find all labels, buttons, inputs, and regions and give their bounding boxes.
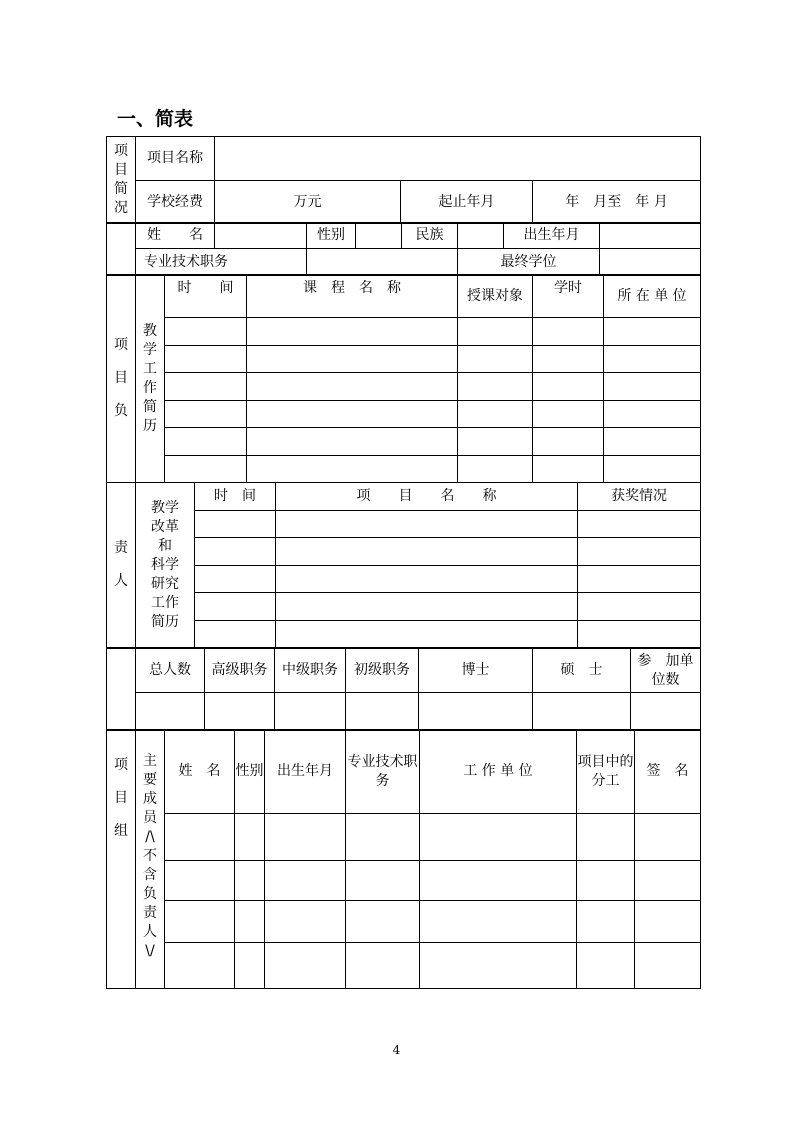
members-col-unit: 工 作 单 位	[420, 730, 577, 814]
teach-cell[interactable]	[533, 456, 604, 483]
ethnic-label: 民族	[402, 223, 458, 249]
teaching-history-section	[106, 274, 700, 483]
teach-cell[interactable]	[165, 373, 247, 401]
research-cell[interactable]	[578, 621, 701, 648]
research-cell[interactable]	[195, 538, 276, 566]
teach-cell[interactable]	[604, 428, 701, 456]
project-name-field[interactable]	[215, 137, 701, 181]
stats-col-total: 总人数	[136, 649, 205, 693]
leader-side-label-cont: 责 人	[107, 483, 136, 648]
teach-col-audience: 授课对象	[458, 275, 533, 318]
member-cell[interactable]	[346, 943, 420, 989]
member-cell[interactable]	[635, 943, 701, 989]
member-cell[interactable]	[420, 814, 577, 861]
research-cell[interactable]	[195, 511, 276, 538]
member-cell[interactable]	[165, 861, 235, 901]
member-cell[interactable]	[420, 861, 577, 901]
member-cell[interactable]	[577, 861, 635, 901]
research-history-section	[106, 482, 700, 648]
members-col-name: 姓 名	[165, 730, 235, 814]
research-cell[interactable]	[276, 621, 578, 648]
teach-cell[interactable]	[533, 346, 604, 373]
birth-label: 出生年月	[504, 223, 600, 249]
members-col-birth: 出生年月	[265, 730, 346, 814]
stats-cell[interactable]	[533, 693, 631, 731]
degree-label: 最终学位	[458, 249, 600, 276]
research-cell[interactable]	[276, 593, 578, 621]
teach-cell[interactable]	[165, 318, 247, 346]
member-cell[interactable]	[265, 861, 346, 901]
research-cell[interactable]	[276, 566, 578, 593]
member-cell[interactable]	[346, 861, 420, 901]
member-cell[interactable]	[577, 901, 635, 943]
teach-cell[interactable]	[458, 373, 533, 401]
members-col-signature: 签 名	[635, 730, 701, 814]
members-col-gender: 性别	[235, 730, 265, 814]
member-cell[interactable]	[165, 943, 235, 989]
gender-label: 性别	[307, 223, 356, 249]
member-cell[interactable]	[346, 901, 420, 943]
research-cell[interactable]	[578, 566, 701, 593]
teach-cell[interactable]	[247, 318, 458, 346]
stats-col-middle: 中级职务	[275, 649, 346, 693]
project-name-label: 项目名称	[136, 137, 215, 181]
member-cell[interactable]	[346, 814, 420, 861]
stats-col-units: 参 加单位数	[631, 649, 701, 693]
funding-unit: 万元	[293, 193, 322, 210]
teach-cell[interactable]	[165, 346, 247, 373]
period-label: 起止年月	[401, 181, 533, 224]
teach-cell[interactable]	[165, 401, 247, 428]
teaching-side-label: 教 学 工 作 简 历	[136, 275, 165, 483]
members-col-title: 专业技术职务	[346, 730, 420, 814]
funding-label: 学校经费	[136, 181, 215, 224]
research-cell[interactable]	[578, 538, 701, 566]
teach-cell[interactable]	[247, 373, 458, 401]
stats-cell[interactable]	[136, 693, 205, 731]
member-cell[interactable]	[235, 814, 265, 861]
period-value: 年 月至 年 月	[565, 193, 668, 210]
member-cell[interactable]	[265, 814, 346, 861]
members-col-role: 项目中的分工	[577, 730, 635, 814]
teach-cell[interactable]	[533, 428, 604, 456]
member-cell[interactable]	[635, 861, 701, 901]
research-cell[interactable]	[276, 511, 578, 538]
period-field[interactable]	[533, 181, 701, 224]
member-cell[interactable]	[577, 943, 635, 989]
members-side-label: 主 要 成 员 /\ 不 含 负 责 人 \/	[136, 730, 165, 989]
member-cell[interactable]	[635, 901, 701, 943]
teach-cell[interactable]	[247, 401, 458, 428]
research-col-award: 获奖情况	[578, 483, 701, 511]
member-cell[interactable]	[265, 901, 346, 943]
stats-cell[interactable]	[419, 693, 533, 731]
team-members-section	[106, 729, 700, 989]
name-label: 姓 名	[136, 223, 215, 249]
teach-cell[interactable]	[458, 456, 533, 483]
research-cell[interactable]	[195, 566, 276, 593]
member-cell[interactable]	[235, 861, 265, 901]
research-cell[interactable]	[195, 621, 276, 648]
overview-side-label: 项 目 简 况	[107, 137, 136, 224]
teach-cell[interactable]	[247, 428, 458, 456]
name-field[interactable]	[215, 223, 307, 249]
project-overview-section	[106, 136, 700, 224]
teach-col-course: 课 程 名 称	[247, 275, 458, 318]
leader-side-label: 项 目 负	[107, 275, 136, 483]
member-cell[interactable]	[265, 943, 346, 989]
teach-cell[interactable]	[458, 318, 533, 346]
teach-cell[interactable]	[458, 401, 533, 428]
teach-cell[interactable]	[165, 456, 247, 483]
title-field[interactable]	[307, 249, 458, 276]
teach-cell[interactable]	[604, 346, 701, 373]
stats-col-senior: 高级职务	[205, 649, 275, 693]
stats-cell[interactable]	[631, 693, 701, 731]
teach-col-hours: 学时	[533, 275, 604, 318]
teach-cell[interactable]	[247, 346, 458, 373]
member-cell[interactable]	[420, 943, 577, 989]
research-side-label: 教学 改革 和 科学 研究 工作 简历	[136, 483, 195, 648]
member-cell[interactable]	[165, 901, 235, 943]
member-cell[interactable]	[420, 901, 577, 943]
leader-info-section	[106, 222, 700, 276]
teach-cell[interactable]	[458, 346, 533, 373]
teach-cell[interactable]	[247, 456, 458, 483]
team-side-label: 项 目 组	[107, 730, 136, 989]
page-number: 4	[392, 1043, 401, 1057]
member-cell[interactable]	[235, 901, 265, 943]
research-cell[interactable]	[578, 593, 701, 621]
team-side-label-top	[107, 649, 136, 731]
research-col-project: 项 目 名 称	[276, 483, 578, 511]
teach-cell[interactable]	[165, 428, 247, 456]
stats-col-phd: 博士	[419, 649, 533, 693]
member-cell[interactable]	[235, 943, 265, 989]
teach-cell[interactable]	[533, 373, 604, 401]
teach-cell[interactable]	[458, 428, 533, 456]
leader-side-label-top	[107, 223, 136, 276]
birth-field[interactable]	[600, 223, 701, 249]
research-cell[interactable]	[195, 593, 276, 621]
research-cell[interactable]	[578, 511, 701, 538]
teach-col-time: 时 间	[165, 275, 247, 318]
title-label: 专业技术职务	[136, 249, 307, 276]
teach-cell[interactable]	[604, 456, 701, 483]
gender-field[interactable]	[356, 223, 402, 249]
research-col-time: 时 间	[195, 483, 276, 511]
teach-cell[interactable]	[604, 318, 701, 346]
teach-cell[interactable]	[604, 373, 701, 401]
stats-cell[interactable]	[205, 693, 275, 731]
stats-col-master: 硕 士	[533, 649, 631, 693]
research-cell[interactable]	[276, 538, 578, 566]
member-cell[interactable]	[577, 814, 635, 861]
teach-cell[interactable]	[533, 318, 604, 346]
member-cell[interactable]	[165, 814, 235, 861]
degree-field[interactable]	[600, 249, 701, 276]
funding-field[interactable]	[215, 181, 401, 224]
stats-col-junior: 初级职务	[346, 649, 419, 693]
teach-cell[interactable]	[533, 401, 604, 428]
stats-cell[interactable]	[346, 693, 419, 731]
ethnic-field[interactable]	[458, 223, 504, 249]
team-stats-section	[106, 648, 700, 731]
teach-cell[interactable]	[604, 401, 701, 428]
stats-cell[interactable]	[275, 693, 346, 731]
page-heading: 一、简表	[117, 108, 194, 130]
teach-col-unit: 所 在 单 位	[604, 275, 701, 318]
member-cell[interactable]	[635, 814, 701, 861]
